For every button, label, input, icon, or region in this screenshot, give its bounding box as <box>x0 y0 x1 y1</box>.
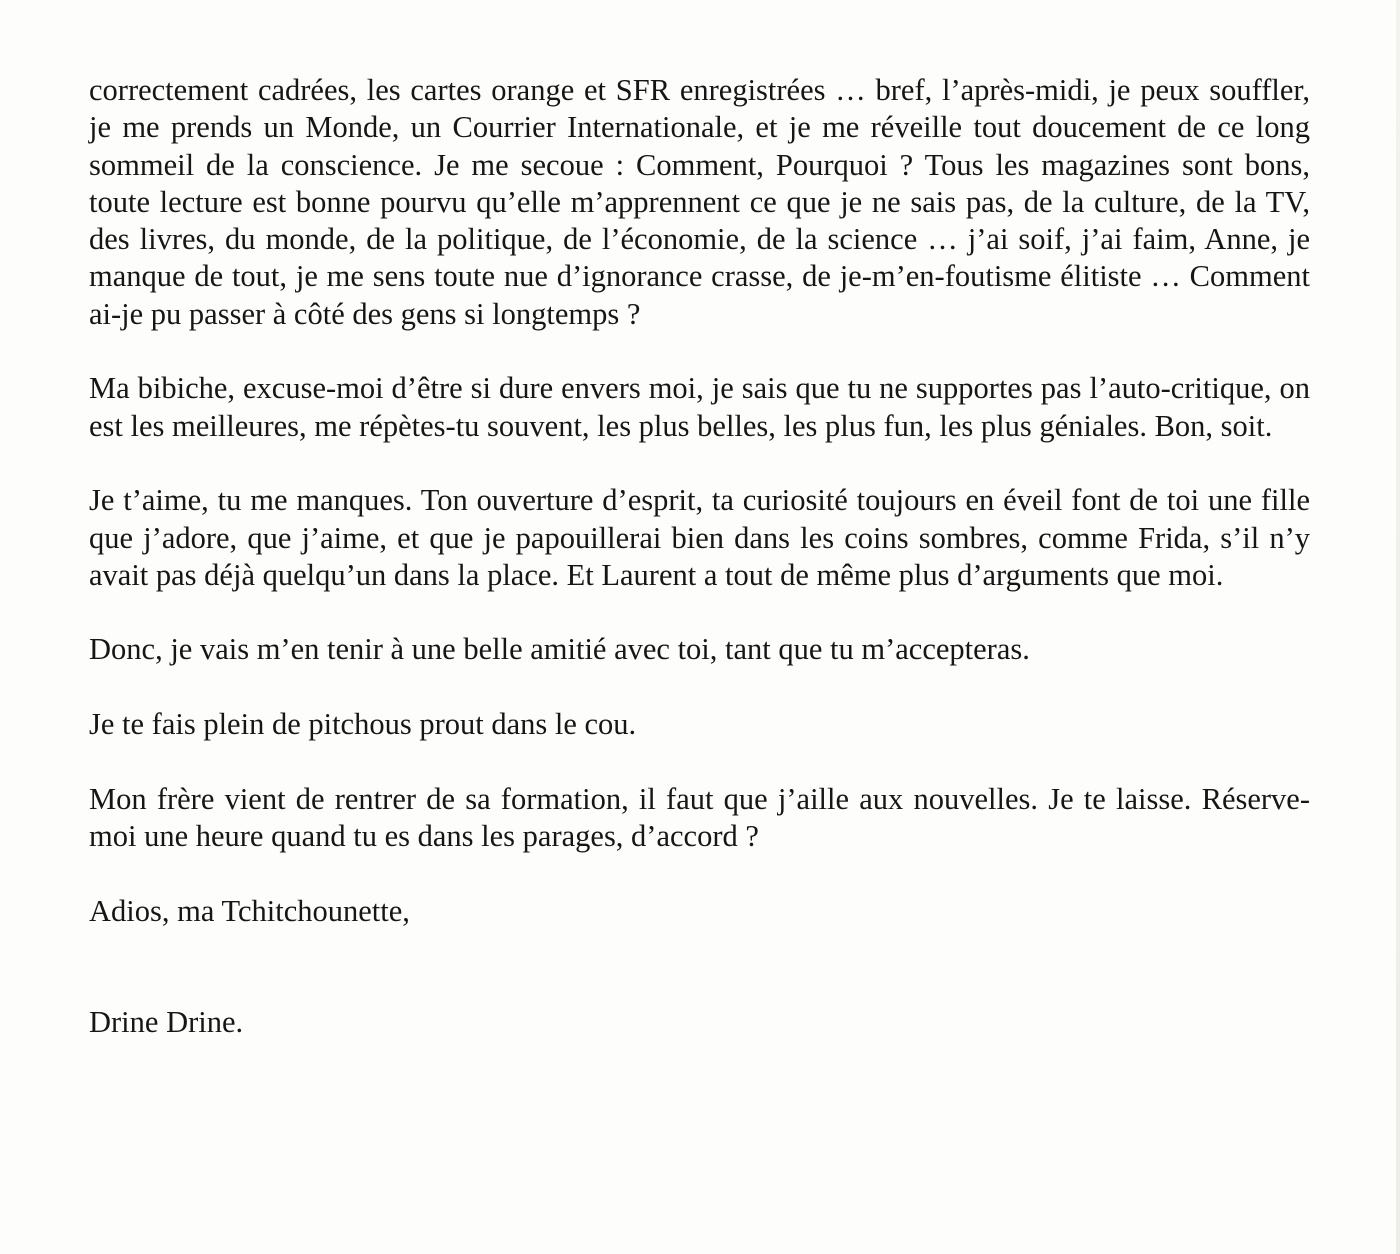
page-edge <box>1396 0 1400 1254</box>
letter-paragraph-4: Donc, je vais m’en tenir à une belle amitié avec toi, tant que tu m’accepteras. <box>89 632 1030 667</box>
letter-paragraph-3: Je t’aime, tu me manques. Ton ouverture d’esprit, ta curiosité toujours en éveil font de toi une fille que j’adore, que j’aime, et que je papouillerai bien dans les coins sombres, comme Frida, s’il n’y avait pas déjà quelqu’un dans la place. Et Laurent a tout de même plus d’arguments que moi. <box>89 483 1310 592</box>
letter-paragraph-2: Ma bibiche, excuse-moi d’être si dure envers moi, je sais que tu ne supportes pas l’auto-critique, on est les meilleures, me répètes-tu souvent, les plus belles, les plus fun, les plus géniales. Bon, soit. <box>89 371 1310 443</box>
letter-paragraph-5: Je te fais plein de pitchous prout dans le cou. <box>89 707 637 742</box>
letter-paragraph-1: correctement cadrées, les cartes orange et SFR enregistrées … bref, l’après-midi, je peux souffler, je me prends un Monde, un Courrier Internationale, et je me réveille tout doucement de ce long sommeil de la conscience. Je me secoue : Comment, Pourquoi ? Tous les magazines sont bons, toute lecture est bonne pourvu qu’elle m’apprennent ce que je ne sais pas, de la culture, de la TV, des livres, du monde, de la politique, de l’économie, de la science … j’ai soif, j’ai faim, Anne, je manque de tout, je me sens toute nue d’ignorance crasse, de je-m’en-foutisme élitiste … Comment ai-je pu passer à côté des gens si longtemps ? <box>89 73 1310 331</box>
letter-paragraph-6: Mon frère vient de rentrer de sa formation, il faut que j’aille aux nouvelles. Je te laisse. Réserve-moi une heure quand tu es dans les parages, d’accord ? <box>89 781 1310 853</box>
letter-signature: Drine Drine. <box>89 1005 244 1040</box>
letter-closing: Adios, ma Tchitchounette, <box>89 893 410 928</box>
